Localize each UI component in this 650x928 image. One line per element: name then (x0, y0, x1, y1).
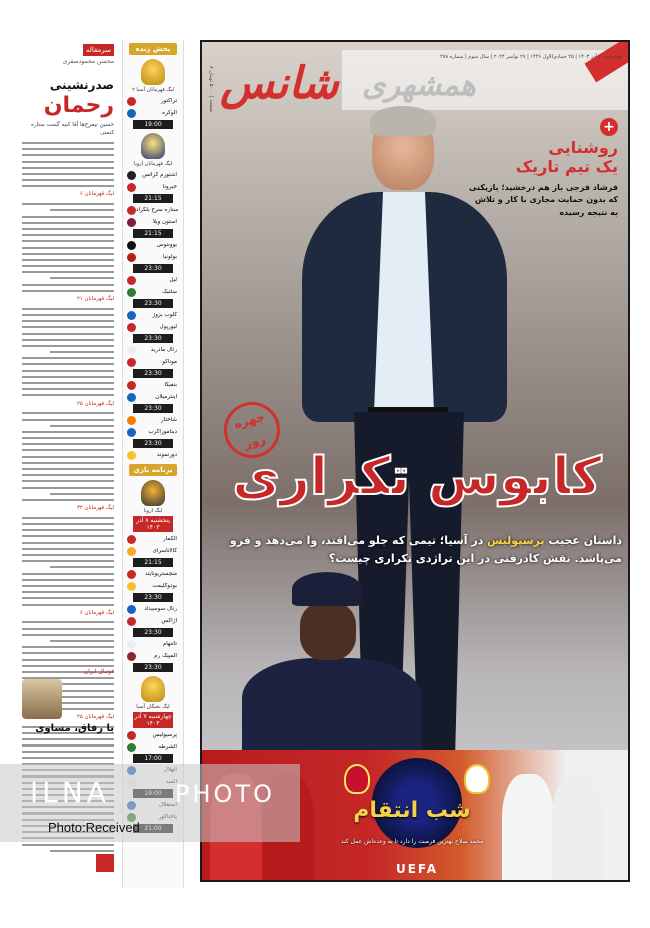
fixture-team[interactable] (123, 356, 183, 368)
team-crest-icon (127, 218, 136, 227)
editorial-tag: سرمقاله (83, 44, 114, 56)
team-name: دیناموزاگرب (148, 429, 177, 435)
team-crest-icon (127, 731, 136, 740)
team-name: استون ویلا (152, 219, 177, 225)
team-crest-icon (127, 311, 136, 320)
body-marker: ۶ لیگ قهرمانان (79, 191, 114, 198)
editorial-title-small: صدرنشینی (49, 78, 114, 92)
officer-photo (242, 572, 422, 752)
team-crest-icon (127, 428, 136, 437)
fixture-team[interactable] (123, 95, 183, 107)
kickoff-time: 23:30 (133, 369, 173, 378)
team-crest-icon (127, 346, 136, 355)
team-crest-icon (127, 451, 136, 460)
team-name: تاتنهام (162, 641, 177, 647)
team-crest-icon (127, 241, 136, 250)
kickoff-time: 17:00 (133, 754, 173, 763)
team-crest-icon (127, 617, 136, 626)
team-name: آلمپیک رم (154, 653, 177, 659)
fixture-team[interactable] (123, 650, 183, 662)
plus-icon: + (600, 118, 618, 136)
team-crest-icon (127, 206, 136, 215)
fixture-team[interactable] (123, 274, 183, 286)
competition-trophy-icon (141, 480, 165, 506)
competition-trophy-icon (141, 59, 165, 85)
coach-hair (370, 106, 436, 136)
kickoff-time: 23:30 (133, 663, 173, 672)
team-crest-icon (127, 582, 136, 591)
main-headline[interactable]: کابوس تکراری (232, 447, 602, 507)
fixture-team[interactable] (123, 169, 183, 181)
fixture-team[interactable] (123, 638, 183, 650)
fixture-team[interactable] (123, 321, 183, 333)
team-name: اینترمیلان (155, 394, 177, 400)
fixture-team[interactable] (123, 426, 183, 438)
issue-info: ۸ صفحه | ۵۰۰۰ تومان (208, 66, 214, 113)
team-name: رئال مادرید (150, 347, 177, 353)
team-crest-icon (127, 183, 136, 192)
competition-name: لیگ قهرمانان اروپا (133, 161, 173, 167)
fixture-team[interactable] (123, 414, 183, 426)
team-name: منچستریونایتد (145, 571, 177, 577)
kickoff-time: 23:30 (133, 264, 173, 273)
fixture-team[interactable] (123, 545, 183, 557)
officer-face (300, 602, 356, 660)
masthead-logo: شانس (220, 58, 339, 109)
kickoff-time: 23:30 (133, 299, 173, 308)
team-name: الکمار (163, 536, 177, 542)
body-marker: ۳۴ لیگ قهرمانان (77, 505, 114, 512)
team-crest-icon (127, 743, 136, 752)
team-name: کلوب بروژ (152, 312, 177, 318)
story-title: با رفاق، مساوی (35, 723, 114, 734)
fixture-team[interactable] (123, 533, 183, 545)
competition-trophy-icon (141, 676, 165, 702)
story-category: فوتبال ایران (83, 668, 114, 675)
program-header: برنامه بازی (129, 464, 177, 476)
face-of-day-seal: چهره روز (218, 396, 287, 465)
body-marker: ۲۵ لیگ قهرمانان (77, 714, 114, 721)
agency-watermark (0, 764, 300, 842)
team-name: اشتورم گراتس (142, 172, 177, 178)
team-name: شاختار (161, 417, 177, 423)
officer-body (242, 658, 422, 758)
editorial-lead: حسین نیمرخ‌ها آقا کنیه گست ستاره کنمنی (31, 122, 114, 136)
watermark-brand: ILNA (30, 776, 110, 809)
team-name: خیرونا (162, 184, 177, 190)
match-date: پنجشنبه ۸ آذر ۱۴۰۳ (133, 516, 173, 532)
fixture-team[interactable] (123, 449, 183, 461)
kickoff-time: 21:15 (133, 194, 173, 203)
fixture-team[interactable] (123, 580, 183, 592)
player-silhouette (552, 774, 604, 882)
competition-name: لیگ اروپا (143, 508, 163, 514)
fixture-team[interactable] (123, 344, 183, 356)
body-marker: ۲۵ لیگ قهرمانان (77, 400, 114, 407)
team-crest-icon (127, 652, 136, 661)
fixture-team[interactable] (123, 615, 183, 627)
match-date: چهارشنبه ۷ آذر ۱۴۰۳ (134, 713, 172, 727)
team-name: لیل (169, 277, 177, 283)
team-crest-icon (127, 535, 136, 544)
body-marker: ۲۱ لیگ قهرمانان (77, 296, 114, 302)
team-name: بودوگلیمت (152, 583, 177, 589)
team-name: یوونتوس (156, 242, 177, 248)
author-name: محسن محمودصفری (62, 58, 114, 65)
front-cover (200, 40, 630, 882)
team-name: بولونیا (163, 254, 177, 260)
uefa-wordmark: UEFA (395, 862, 439, 876)
team-name: آژاکس (161, 618, 177, 624)
footer-logo (96, 854, 114, 872)
fixture-team[interactable] (123, 603, 183, 615)
fixture-team[interactable] (123, 379, 183, 391)
kickoff-time: 23:30 (133, 593, 173, 602)
team-crest-icon (127, 171, 136, 180)
kickoff-time: 23:30 (133, 628, 173, 637)
promo-subtitle: محمد صلاح بهترین فرصت را دارد تا به وعده‌اش عمل کند (340, 838, 484, 845)
team-name: تراکتور (160, 98, 177, 104)
body-marker: ۶ لیگ قهرمانان (79, 609, 114, 616)
team-name: الشرطه (158, 744, 177, 750)
team-name: الوکره (162, 110, 177, 116)
editorial-title: رحمان (43, 92, 114, 118)
main-subhead (212, 532, 622, 567)
player-photo (22, 679, 62, 719)
fixture-team[interactable] (123, 181, 183, 193)
team-crest-icon (127, 109, 136, 118)
subhead-rest: در آسیا؛ تیمی که جلو می‌افتد، وا می‌دهد و فرو می‌پاشد. نقش کادرفنی در این تراژدی تکراری چیست؟ (229, 534, 622, 565)
kickoff-time: 19:00 (133, 120, 173, 129)
team-name: موناکو (162, 359, 177, 365)
competition-trophy-icon (141, 133, 165, 159)
fixture-team[interactable] (123, 204, 183, 216)
player-silhouette (502, 774, 554, 882)
team-crest-icon (127, 547, 136, 556)
team-name: گالاتاسرای (152, 548, 177, 554)
side-story-subtitle: فرشاد فرجی باز هم درخشید؛ بازیکنی که بدون حمایت مجازی با کار و تلاش به نتیجه رسیده (469, 183, 618, 217)
subhead-prefix: داستان عجیب (548, 534, 622, 547)
competition-name: لیگ قهرمانان آسیا ۲ (132, 87, 174, 93)
masthead-group-logo: همشهری (362, 68, 476, 103)
page-footer (22, 850, 114, 884)
fixture-team[interactable] (123, 391, 183, 403)
side-story-title-1: روشنایی (548, 138, 618, 157)
fixture-team[interactable] (123, 286, 183, 298)
team-crest-icon (127, 605, 136, 614)
coach-shirt (374, 192, 434, 412)
fixture-team[interactable] (123, 251, 183, 263)
kickoff-time: 23:30 (133, 334, 173, 343)
team-crest-icon (127, 358, 136, 367)
fixture-blocks (123, 59, 183, 833)
team-crest-icon (127, 393, 136, 402)
team-crest-icon (127, 416, 136, 425)
team-crest-icon (127, 276, 136, 285)
fixture-team[interactable] (123, 568, 183, 580)
dateline: چهارشنبه ۷ آذر ۱۴۰۳ | ۲۵ جمادی‌الاول ۱۴۴۶ | ۲۷ نوامبر ۲۰۲۴ | سال سوم | شماره ۲۷۸ (440, 54, 622, 60)
live-header: پخش زنده (129, 43, 177, 55)
side-story-title-2: یک تیم تاریک (515, 157, 618, 176)
liverpool-crest-icon (344, 764, 370, 794)
team-name: بنفیکا (164, 382, 177, 388)
team-name: سلتیک (162, 289, 177, 295)
team-crest-icon (127, 640, 136, 649)
fixture-team[interactable] (123, 107, 183, 119)
fixtures-column (122, 40, 184, 888)
team-crest-icon (127, 570, 136, 579)
team-name: رنال سوسیداد (144, 606, 177, 612)
kickoff-time: 21:15 (133, 229, 173, 238)
subhead-highlight: پرسپولیس (487, 534, 545, 547)
fixture-team[interactable] (123, 729, 183, 741)
photo-credit: Photo:Received (48, 820, 140, 835)
kickoff-time: 23:30 (133, 439, 173, 448)
team-crest-icon (127, 288, 136, 297)
real-madrid-crest-icon (464, 764, 490, 794)
fixture-team[interactable] (123, 741, 183, 753)
promo-title: شب انتقام (353, 798, 471, 823)
team-crest-icon (127, 381, 136, 390)
team-crest-icon (127, 323, 136, 332)
officer-cap (292, 572, 362, 606)
team-name: ستاره سرخ بلگراد (136, 207, 179, 213)
fixture-team[interactable] (123, 309, 183, 321)
side-story[interactable] (468, 116, 618, 219)
fixture-team[interactable] (123, 239, 183, 251)
team-name: پرسپولیس (152, 732, 177, 738)
kickoff-time: 23:30 (133, 404, 173, 413)
watermark-photo: PHOTO (175, 780, 275, 808)
kickoff-time: 21:15 (133, 558, 173, 567)
team-name: لیورپول (159, 324, 177, 330)
team-crest-icon (127, 97, 136, 106)
team-name: دورتموند (156, 452, 177, 458)
competition-name: لیگ نخبگان آسیا (136, 704, 170, 710)
fixture-team[interactable] (123, 216, 183, 228)
team-crest-icon (127, 253, 136, 262)
